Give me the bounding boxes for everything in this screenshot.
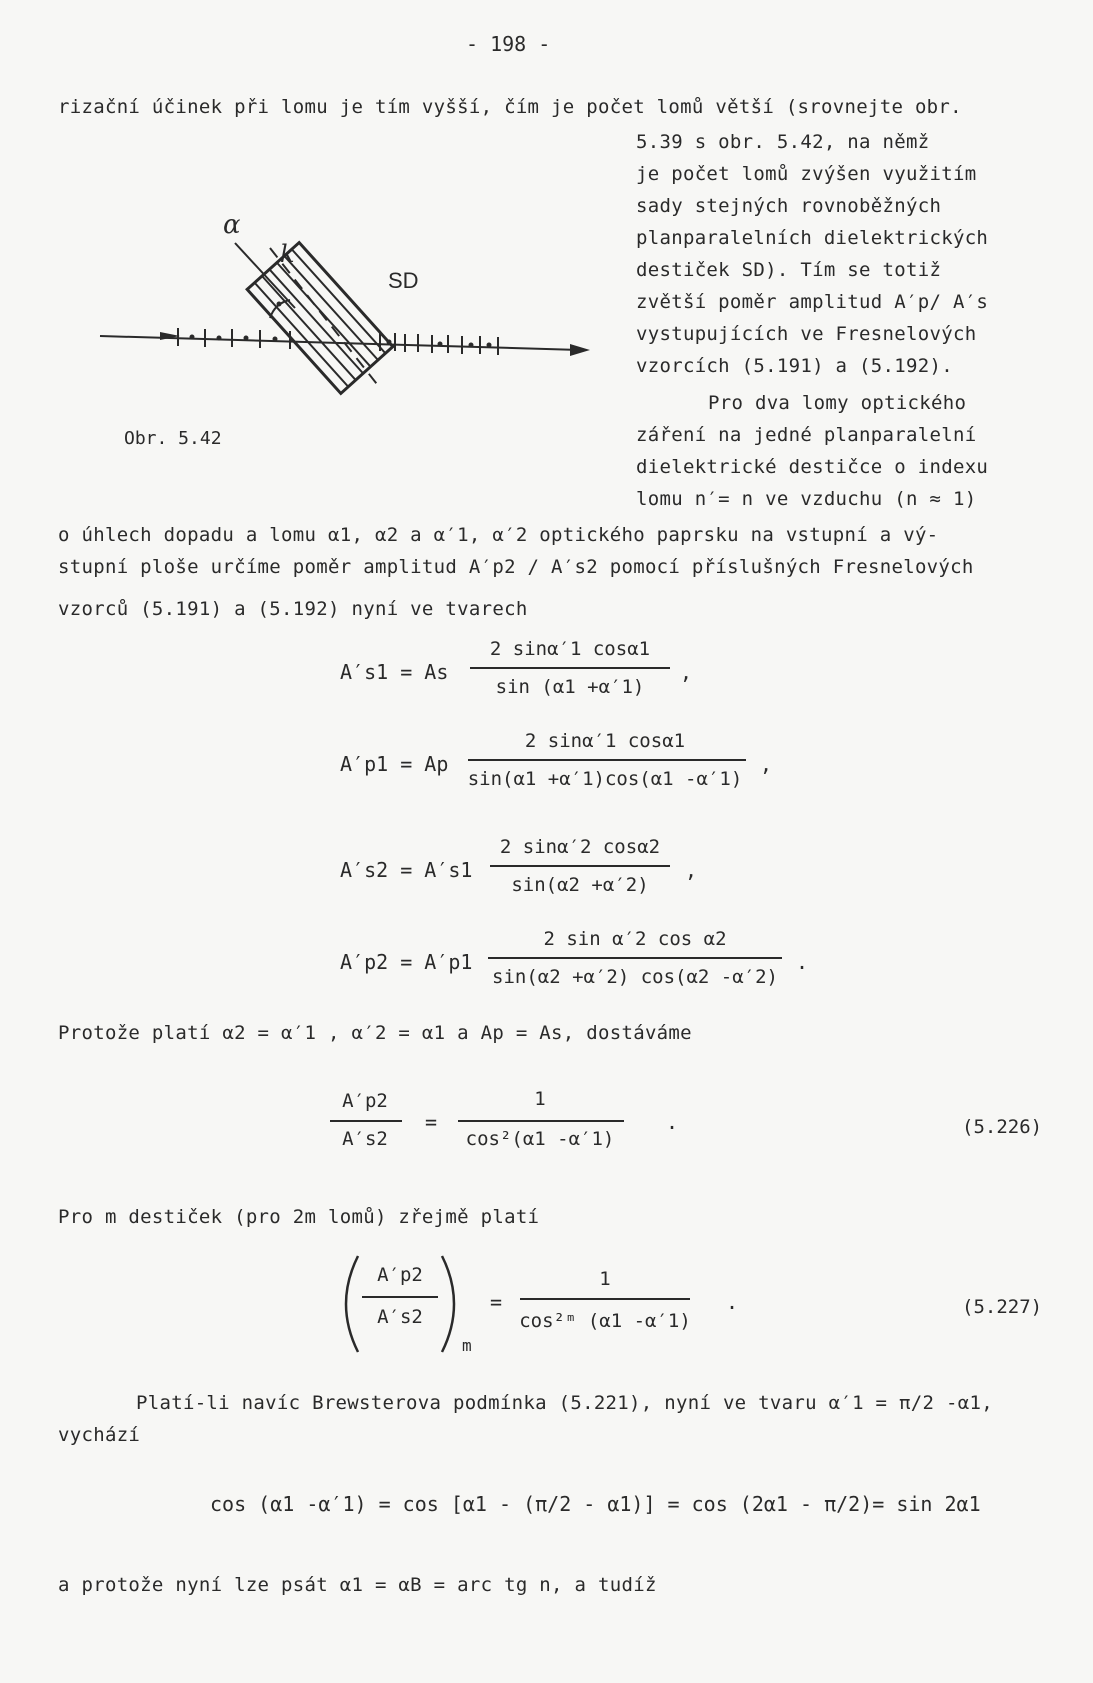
equation-denominator: sin(α2 +α′2) [511, 874, 649, 896]
figure-label-sd: SD [388, 268, 419, 293]
text-line: záření na jedné planparalelní [636, 424, 977, 446]
equation-punctuation: , [760, 752, 773, 776]
equation-numerator: 1 [534, 1088, 546, 1110]
text-line: sady stejných rovnoběžných [636, 195, 942, 217]
fraction-bar [330, 1120, 402, 1122]
equation-numerator: 2 sinα′1 cosα1 [489, 638, 651, 660]
equation-denominator: sin(α2 +α′2) cos(α2 -α′2) [492, 966, 778, 988]
equals-sign: = [425, 1110, 438, 1134]
equation-denominator: sin(α1 +α′1)cos(α1 -α′1) [467, 768, 743, 790]
fraction-bar [458, 1120, 624, 1122]
fraction-bar [488, 957, 782, 959]
text-line: vzorců (5.191) a (5.192) nyní ve tvarech [58, 598, 528, 620]
text-line: vzorcích (5.191) a (5.192). [636, 355, 953, 377]
equation-punctuation: . [796, 950, 809, 974]
text-line: lomu n′= n ve vzduchu (n ≈ 1) [636, 488, 977, 510]
equation-denominator: cos²ᵐ (α1 -α′1) [519, 1310, 691, 1332]
equation-numerator: A′p2 [377, 1264, 423, 1286]
text-line: stupní ploše určíme poměr amplitud A′p2 / A′s2 pomocí příslušných Fresnelových [58, 556, 974, 578]
fraction-bar [362, 1296, 438, 1298]
text-line: Pro m destiček (pro 2m lomů) zřejmě platí [58, 1206, 540, 1228]
figure-caption: Obr. 5.42 [124, 428, 222, 449]
equation-denominator: A′s2 [342, 1128, 388, 1150]
equation-lhs: A′p1 = Ap [340, 752, 449, 776]
text-line: destiček SD). Tím se totiž [636, 259, 942, 281]
equation-denominator: cos²(α1 -α′1) [465, 1128, 615, 1150]
exponent-m: m [462, 1336, 472, 1355]
text-line: dielektrické destičce o indexu [636, 456, 989, 478]
equation-denominator: A′s2 [377, 1306, 423, 1328]
text-line: vystupujících ve Fresnelových [636, 323, 977, 345]
text-line: zvětší poměr amplitud A′p/ A′s [636, 291, 989, 313]
equation-numerator: 2 sin α′2 cos α2 [543, 928, 727, 950]
equation-denominator: sin (α1 +α′1) [495, 676, 645, 698]
page-number: - 198 - [466, 32, 551, 56]
text-line: 5.39 s obr. 5.42, na němž [636, 131, 930, 153]
text-line: vychází [58, 1424, 141, 1446]
equation-number: (5.226) [962, 1116, 1043, 1138]
figure-plates-diagram [80, 208, 680, 428]
fraction-bar [468, 759, 746, 761]
fraction-bar [520, 1298, 690, 1300]
equation-number: (5.227) [962, 1296, 1043, 1318]
text-line: a protože nyní lze psát α1 = αB = arc tg n, a tudíž [58, 1574, 657, 1596]
text-line: je počet lomů zvýšen využitím [636, 163, 977, 185]
text-line: o úhlech dopadu a lomu α1, α2 a α′1, α′2 optického paprsku na vstupní a vý- [58, 524, 939, 546]
equation-punctuation: , [685, 858, 698, 882]
equation-punctuation: . [726, 1290, 739, 1314]
text-line: planparalelních dielektrických [636, 227, 989, 249]
text-line: Protože platí α2 = α′1 , α′2 = α1 a Ap = As, dostáváme [58, 1022, 692, 1044]
equation-punctuation: , [680, 660, 693, 684]
figure-label-alpha: α [223, 210, 241, 240]
figure-label-k: k [280, 240, 295, 268]
equals-sign: = [490, 1290, 503, 1314]
equation-lhs: A′p2 = A′p1 [340, 950, 473, 974]
equation-line: cos (α1 -α′1) = cos [α1 - (π/2 - α1)] = cos (2α1 - π/2)= sin 2α1 [210, 1492, 981, 1516]
equation-numerator: A′p2 [342, 1090, 388, 1112]
equation-lhs: A′s1 = As [340, 660, 449, 684]
fraction-bar [490, 865, 670, 867]
text-line: Platí-li navíc Brewsterova podmínka (5.221), nyní ve tvaru α′1 = π/2 -α1, [136, 1392, 993, 1414]
equation-lhs: A′s2 = A′s1 [340, 858, 473, 882]
fraction-bar [470, 667, 670, 669]
text-line: Pro dva lomy optického [708, 392, 967, 414]
text-line: rizační účinek při lomu je tím vyšší, čím je počet lomů větší (srovnejte obr. [58, 96, 962, 118]
equation-numerator: 2 sinα′2 cosα2 [499, 836, 661, 858]
equation-numerator: 2 sinα′1 cosα1 [524, 730, 686, 752]
equation-numerator: 1 [599, 1268, 611, 1290]
equation-punctuation: . [666, 1110, 679, 1134]
